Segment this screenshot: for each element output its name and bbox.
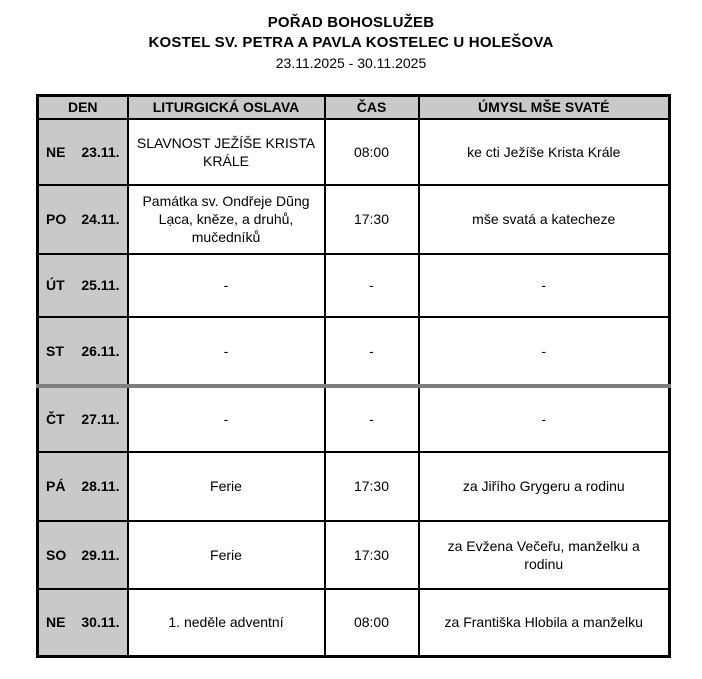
intention-cell: - (419, 386, 670, 452)
column-header-den: DEN (38, 96, 128, 119)
time-cell: - (325, 386, 419, 452)
time-cell: 08:00 (325, 589, 419, 657)
table-row-ne-23-11 (38, 119, 670, 185)
header-row (38, 96, 670, 119)
day-cell (38, 452, 128, 521)
time-cell: - (325, 254, 419, 317)
celebration-cell: Ferie (128, 521, 325, 589)
table-row-ct-27-11 (38, 386, 670, 452)
day-cell (38, 386, 128, 452)
table-row-ut-25-11 (38, 254, 670, 317)
table-header (38, 96, 670, 119)
celebration-cell: - (128, 386, 325, 452)
day-abbrev: NE (46, 614, 66, 631)
celebration-cell: 1. neděle adventní (128, 589, 325, 657)
day-date: 30.11. (81, 614, 120, 631)
date-range: 23.11.2025 - 30.11.2025 (275, 55, 427, 71)
intention-cell: ke cti Ježíše Krista Krále (419, 119, 670, 185)
time-cell: - (325, 317, 419, 386)
day-abbrev: ÚT (46, 277, 65, 293)
time-cell: 17:30 (325, 452, 419, 521)
celebration-cell: Ferie (128, 452, 325, 521)
day-abbrev: ČT (46, 411, 65, 427)
page-title: POŘAD BOHOSLUŽEB (267, 14, 435, 31)
day-date: 23.11. (81, 143, 120, 160)
time-cell: 17:30 (325, 521, 419, 589)
intention-cell: - (419, 254, 670, 317)
document-header (0, 13, 702, 73)
day-abbrev: PÁ (46, 478, 66, 494)
intention-cell: - (419, 317, 670, 386)
day-cell (38, 185, 128, 254)
table-row-ne-30-11 (38, 589, 670, 657)
day-abbrev: ST (46, 342, 64, 359)
celebration-cell: - (128, 254, 325, 317)
table-row-so-29-11 (38, 521, 670, 589)
time-cell: 08:00 (325, 119, 419, 185)
day-date: 25.11. (81, 277, 120, 293)
day-abbrev: NE (46, 143, 66, 160)
day-cell (38, 589, 128, 657)
celebration-cell: SLAVNOST JEŽÍŠE KRISTA KRÁLE (128, 119, 325, 185)
celebration-cell: Památka sv. Ondřeje Dũng Lạca, kněze, a druhů, mučedníků (128, 185, 325, 254)
column-header-cas: ČAS (325, 96, 419, 119)
day-date: 27.11. (81, 411, 120, 427)
day-cell (38, 254, 128, 317)
day-cell (38, 521, 128, 589)
column-header-umysl-mse-svate: ÚMYSL MŠE SVATÉ (419, 96, 670, 119)
day-cell (38, 119, 128, 185)
intention-cell: za Františka Hlobila a manželku (419, 589, 670, 657)
day-date: 28.11. (81, 478, 120, 494)
time-cell: 17:30 (325, 185, 419, 254)
table-row-st-26-11 (38, 317, 670, 386)
day-date: 29.11. (81, 546, 120, 563)
intention-cell: za Jiřího Grygeru a rodinu (419, 452, 670, 521)
intention-cell: za Evžena Večeřu, manželku a rodinu (419, 521, 670, 589)
table-row-po-24-11 (38, 185, 670, 254)
schedule-table (36, 94, 671, 658)
day-date: 26.11. (81, 342, 120, 359)
day-abbrev: PO (46, 211, 67, 227)
day-date: 24.11. (81, 211, 120, 227)
table-row-pa-28-11 (38, 452, 670, 521)
column-header-liturgicka-oslava: LITURGICKÁ OSLAVA (128, 96, 325, 119)
day-abbrev: SO (46, 546, 67, 563)
intention-cell: mše svatá a katecheze (419, 185, 670, 254)
page-subtitle: KOSTEL SV. PETRA A PAVLA KOSTELEC U HOLEŠOVA (148, 34, 554, 51)
celebration-cell: - (128, 317, 325, 386)
day-cell (38, 317, 128, 386)
